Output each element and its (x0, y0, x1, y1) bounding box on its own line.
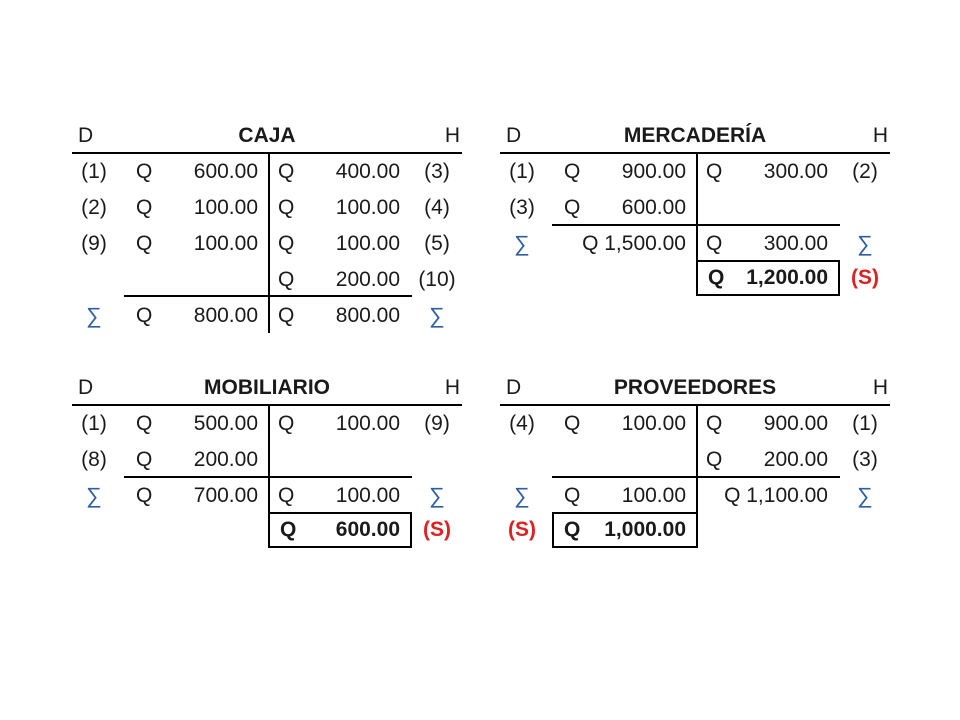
entry-ref: (9) (81, 232, 107, 255)
currency: Q (278, 268, 295, 291)
saldo-box (552, 512, 698, 548)
t-account-mobiliario (72, 374, 462, 564)
sum-rule (552, 476, 840, 478)
credit-amount: 100.00 (335, 412, 400, 435)
currency: Q (706, 448, 723, 471)
sigma-icon: ∑ (86, 483, 102, 508)
account-title: MOBILIARIO (204, 376, 330, 399)
currency: Q (564, 196, 581, 219)
saldo-amount: 1,000.00 (604, 518, 686, 541)
header-rule (72, 404, 462, 406)
currency: Q (278, 484, 295, 507)
currency: Q (564, 160, 581, 183)
header-rule (500, 404, 890, 406)
sigma-icon: ∑ (429, 303, 445, 328)
currency: Q (278, 196, 295, 219)
currency: Q (136, 448, 153, 471)
currency: Q (706, 232, 723, 255)
credit-amount: 300.00 (763, 160, 828, 183)
entry-ref: (5) (424, 232, 450, 255)
currency: Q (278, 232, 295, 255)
entry-ref: (1) (81, 412, 107, 435)
credit-amount: 400.00 (335, 160, 400, 183)
currency: Q (136, 484, 153, 507)
saldo-box (268, 512, 412, 548)
sum-rule (124, 295, 412, 297)
t-account-caja (72, 122, 462, 328)
currency: Q (278, 412, 295, 435)
entry-ref: (4) (509, 412, 535, 435)
currency: Q (278, 160, 295, 183)
saldo-tag: (S) (851, 266, 879, 289)
entry-ref: (8) (81, 448, 107, 471)
t-account-mercaderia (500, 122, 890, 312)
entry-ref: (1) (852, 412, 878, 435)
debit-total: Q 1,500.00 (582, 232, 686, 255)
saldo-box (696, 260, 840, 296)
credit-amount: 900.00 (763, 412, 828, 435)
entry-ref: (1) (81, 160, 107, 183)
sigma-icon: ∑ (429, 483, 445, 508)
currency: Q (136, 304, 153, 327)
t-vertical-rule (268, 153, 270, 333)
entry-ref: (3) (424, 160, 450, 183)
debit-amount: 500.00 (193, 412, 258, 435)
debit-amount: 100.00 (193, 232, 258, 255)
debit-amount: 100.00 (621, 412, 686, 435)
credit-header: H (444, 124, 460, 147)
sum-rule (552, 224, 840, 226)
sigma-icon: ∑ (514, 231, 530, 256)
currency: Q (706, 412, 723, 435)
currency: Q (564, 412, 581, 435)
debit-header: D (506, 376, 522, 399)
currency: Q (136, 160, 153, 183)
debit-amount: 100.00 (193, 196, 258, 219)
t-account-proveedores (500, 374, 890, 564)
debit-amount: 600.00 (621, 196, 686, 219)
credit-amount: 100.00 (335, 196, 400, 219)
entry-ref: (3) (852, 448, 878, 471)
credit-total: Q 1,100.00 (724, 484, 828, 507)
entry-ref: (10) (418, 268, 456, 291)
credit-header: H (872, 124, 888, 147)
credit-total: 100.00 (335, 484, 400, 507)
entry-ref: (2) (852, 160, 878, 183)
sigma-icon: ∑ (514, 483, 530, 508)
currency: Q (564, 484, 581, 507)
sigma-icon: ∑ (86, 303, 102, 328)
debit-header: D (78, 124, 94, 147)
credit-amount: 200.00 (335, 268, 400, 291)
entry-ref: (3) (509, 196, 535, 219)
account-title: CAJA (238, 124, 296, 147)
account-title: PROVEEDORES (613, 376, 777, 399)
debit-amount: 600.00 (193, 160, 258, 183)
credit-total: 800.00 (335, 304, 400, 327)
entry-ref: (4) (424, 196, 450, 219)
credit-amount: 200.00 (763, 448, 828, 471)
header-rule (72, 152, 462, 154)
saldo-tag: (S) (423, 518, 451, 541)
debit-total: 700.00 (193, 484, 258, 507)
saldo-amount: 600.00 (335, 518, 400, 541)
saldo-amount: 1,200.00 (746, 266, 828, 289)
currency: Q (136, 232, 153, 255)
currency: Q (280, 518, 297, 541)
debit-amount: 200.00 (193, 448, 258, 471)
entry-ref: (2) (81, 196, 107, 219)
sigma-icon: ∑ (857, 483, 873, 508)
sigma-icon: ∑ (857, 231, 873, 256)
currency: Q (564, 518, 581, 541)
currency: Q (708, 266, 725, 289)
debit-amount: 900.00 (621, 160, 686, 183)
debit-header: D (78, 376, 94, 399)
credit-header: H (444, 376, 460, 399)
header-rule (500, 152, 890, 154)
credit-amount: 100.00 (335, 232, 400, 255)
debit-total: 100.00 (621, 484, 686, 507)
entry-ref: (9) (424, 412, 450, 435)
currency: Q (136, 412, 153, 435)
debit-header: D (506, 124, 522, 147)
currency: Q (278, 304, 295, 327)
credit-total: 300.00 (763, 232, 828, 255)
sum-rule (124, 476, 412, 478)
entry-ref: (1) (509, 160, 535, 183)
currency: Q (706, 160, 723, 183)
debit-total: 800.00 (193, 304, 258, 327)
account-title: MERCADERÍA (623, 124, 767, 147)
currency: Q (136, 196, 153, 219)
saldo-tag: (S) (508, 518, 536, 541)
credit-header: H (872, 376, 888, 399)
